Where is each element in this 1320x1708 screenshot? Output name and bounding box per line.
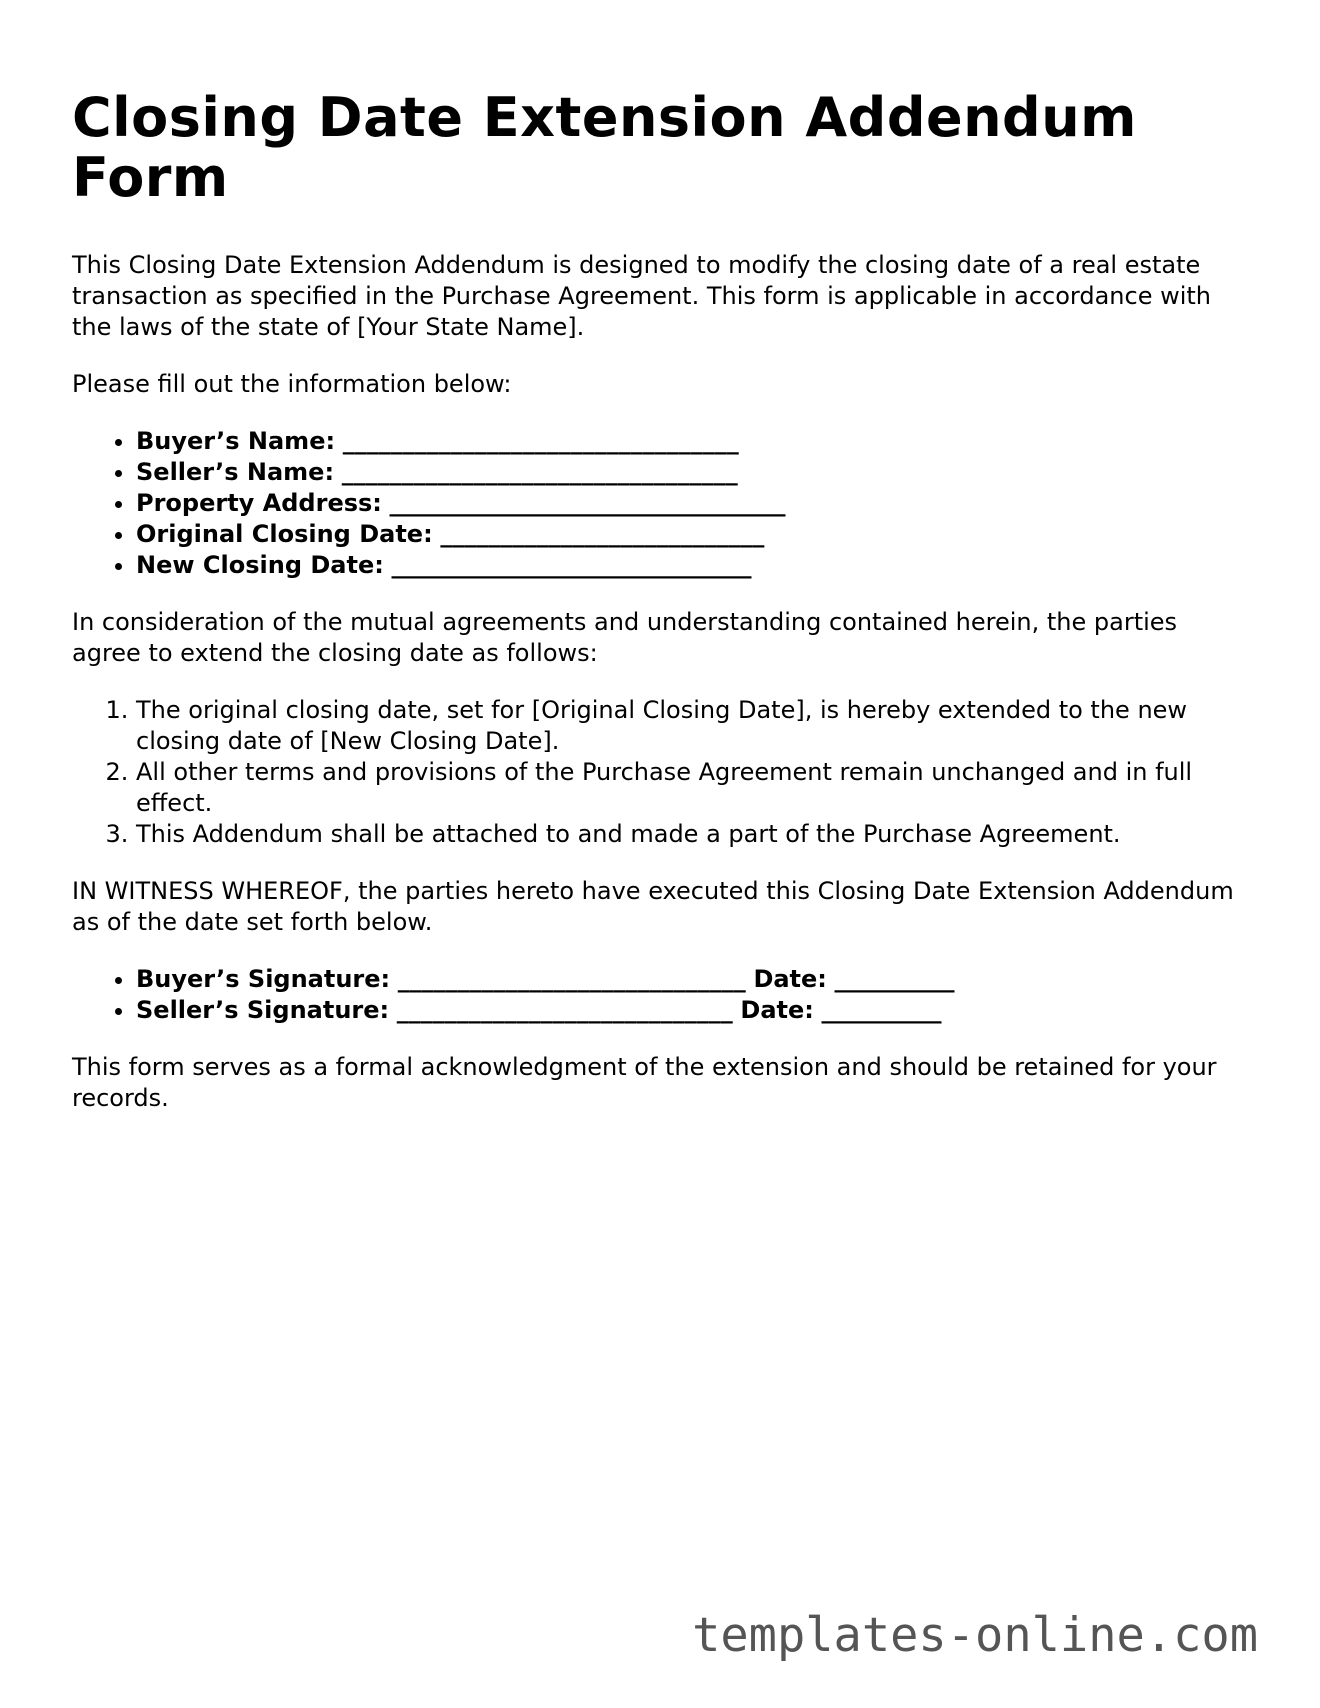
fields-list — [72, 426, 1252, 581]
fill-blank[interactable]: ______________________________ — [391, 551, 752, 579]
signature-blank[interactable]: _____________________________ — [397, 965, 746, 993]
field-new-closing-date — [136, 550, 1252, 581]
field-seller-name — [136, 457, 1252, 488]
witness-paragraph: IN WITNESS WHEREOF, the parties hereto have executed this Closing Date Extension Addendum as of the date set forth below. — [72, 877, 1234, 936]
date-blank[interactable]: __________ — [821, 996, 942, 1024]
fill-blank[interactable]: _________________________________ — [389, 489, 786, 517]
fill-blank[interactable]: _________________________________ — [342, 427, 739, 455]
field-label: New Closing Date: — [136, 551, 384, 579]
consideration-paragraph: In consideration of the mutual agreements and understanding contained herein, the parties agree to extend the closing date as follows: — [72, 608, 1178, 667]
watermark: templates-online.com — [692, 1608, 1258, 1663]
field-label: Seller’s Name: — [136, 458, 335, 486]
field-property-address — [136, 488, 1252, 519]
field-label: Buyer’s Name: — [136, 427, 336, 455]
term-item: 2. All other terms and provisions of the Purchase Agreement remain unchanged and in full effect. — [136, 757, 1252, 819]
field-label: Original Closing Date: — [136, 520, 433, 548]
date-blank[interactable]: __________ — [834, 965, 955, 993]
field-original-closing-date — [136, 519, 1252, 550]
fill-blank[interactable]: _________________________________ — [341, 458, 738, 486]
fill-blank[interactable]: ___________________________ — [440, 520, 765, 548]
document-title: Closing Date Extension Addendum Form — [72, 86, 1137, 209]
field-label: Property Address: — [136, 489, 382, 517]
terms-list — [72, 695, 1252, 850]
closing-note: This form serves as a formal acknowledgment of the extension and should be retained for your records. — [72, 1053, 1217, 1112]
field-buyer-name — [136, 426, 1252, 457]
date-label: Date: — [753, 965, 827, 993]
signature-label: Seller’s Signature: — [136, 996, 390, 1024]
signature-blank[interactable]: ____________________________ — [396, 996, 733, 1024]
date-label: Date: — [740, 996, 814, 1024]
intro-paragraph: This Closing Date Extension Addendum is designed to modify the closing date of a real estate transaction as specified in the Purchase Agreement. This form is applicable in accordance with the laws of the state of [Your State Name]. — [72, 251, 1212, 341]
buyer-signature-line — [136, 964, 1252, 995]
term-item: 3. This Addendum shall be attached to and made a part of the Purchase Agreement. — [136, 819, 1252, 850]
seller-signature-line — [136, 995, 1252, 1026]
signature-label: Buyer’s Signature: — [136, 965, 391, 993]
document-page — [72, 88, 1252, 1140]
term-item: 1. The original closing date, set for [Original Closing Date], is hereby extended to the new closing date of [New Closing Date]. — [136, 695, 1252, 757]
fill-prompt: Please fill out the information below: — [72, 370, 512, 398]
signatures-list — [72, 964, 1252, 1026]
